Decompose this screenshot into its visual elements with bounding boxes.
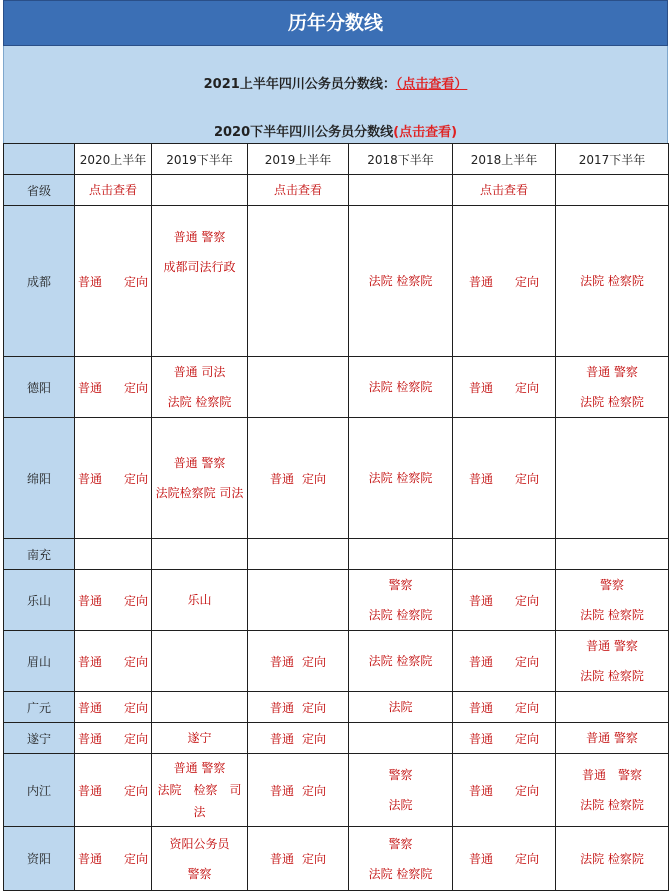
- score-link[interactable]: 普通 警察: [586, 639, 638, 653]
- column-header: 2020上半年: [75, 144, 152, 175]
- score-cell: [152, 692, 248, 723]
- score-link[interactable]: 定向: [302, 700, 327, 715]
- score-link[interactable]: 定向: [515, 380, 540, 395]
- table-row: [4, 570, 669, 631]
- score-link[interactable]: 法院: [388, 798, 413, 812]
- table-corner: [4, 144, 75, 175]
- score-cell: [453, 631, 556, 692]
- score-link[interactable]: 普通: [269, 852, 294, 866]
- score-cell: [453, 357, 556, 418]
- score-link[interactable]: 普通: [468, 731, 493, 746]
- score-link[interactable]: 普通 警察: [173, 456, 226, 470]
- score-cell: [248, 539, 349, 570]
- score-link[interactable]: 普通: [468, 783, 493, 798]
- score-cell: [248, 357, 349, 418]
- score-cell: [248, 570, 349, 631]
- score-cell: [453, 418, 556, 539]
- score-cell: [349, 570, 453, 631]
- score-cell: [349, 723, 453, 754]
- score-link[interactable]: 成都司法行政: [163, 260, 236, 274]
- score-link[interactable]: 定向: [124, 380, 149, 395]
- notice-2021-text: 2021上半年四川公务员分数线：: [203, 77, 396, 92]
- score-cell: [556, 723, 669, 754]
- score-cell: [152, 418, 248, 539]
- score-cell: [248, 418, 349, 539]
- table-row: [4, 723, 669, 754]
- score-link[interactable]: 普通: [77, 731, 102, 746]
- region-label: 南充: [4, 539, 75, 570]
- score-cell: [556, 827, 669, 891]
- score-cell: [248, 206, 349, 357]
- score-link[interactable]: 定向: [302, 731, 327, 746]
- score-link[interactable]: 定向: [302, 783, 327, 798]
- score-cell: [152, 723, 248, 754]
- score-link[interactable]: 定向: [302, 471, 327, 486]
- score-link[interactable]: 警察: [187, 866, 212, 881]
- score-cell: [75, 631, 152, 692]
- score-cell: [75, 175, 152, 206]
- page-title: 历年分数线: [3, 0, 668, 46]
- region-label: 乐山: [4, 570, 75, 631]
- region-label: 眉山: [4, 631, 75, 692]
- table-row: [4, 175, 669, 206]
- score-cell: [453, 692, 556, 723]
- score-link[interactable]: 警察: [599, 578, 624, 592]
- score-cell: [152, 631, 248, 692]
- score-cell: [75, 570, 152, 631]
- score-cell: [556, 754, 669, 827]
- score-cell: [75, 539, 152, 570]
- score-link[interactable]: 普通 警察: [586, 365, 638, 379]
- score-link[interactable]: 定向: [124, 700, 149, 715]
- column-header: 2017下半年: [556, 144, 669, 175]
- score-link[interactable]: 普通: [77, 380, 102, 395]
- score-cell: [75, 357, 152, 418]
- score-link[interactable]: 点击查看: [88, 183, 137, 197]
- region-label: 绵阳: [4, 418, 75, 539]
- score-link[interactable]: 定向: [124, 274, 149, 289]
- score-link[interactable]: 法院 检察院: [368, 274, 433, 288]
- score-link[interactable]: 定向: [515, 700, 540, 715]
- region-label: 遂宁: [4, 723, 75, 754]
- score-link[interactable]: 法院 检察院: [368, 380, 433, 394]
- score-cell: [75, 206, 152, 357]
- score-link[interactable]: 普通: [77, 783, 102, 798]
- score-link[interactable]: 法院 检察院: [580, 395, 644, 409]
- score-cell: [248, 827, 349, 891]
- table-row: [4, 631, 669, 692]
- region-label: 内江: [4, 754, 75, 827]
- score-link[interactable]: 定向: [515, 783, 540, 798]
- score-cell: [349, 539, 453, 570]
- score-link[interactable]: 普通: [77, 471, 102, 486]
- score-link[interactable]: 法院: [388, 700, 413, 714]
- score-link[interactable]: 警察: [388, 578, 413, 592]
- score-cell: [152, 539, 248, 570]
- score-cell: [556, 418, 669, 539]
- score-cell: [556, 206, 669, 357]
- score-cell: [152, 357, 248, 418]
- notice-line-2021: [4, 73, 667, 92]
- score-cell: [75, 827, 152, 891]
- score-cell: [453, 175, 556, 206]
- score-link[interactable]: 点击查看: [479, 183, 528, 197]
- score-link[interactable]: 普通: [269, 471, 294, 486]
- score-link[interactable]: 普通 警察: [581, 768, 642, 782]
- score-link[interactable]: 法院 检察院: [167, 395, 232, 409]
- score-cell: [453, 570, 556, 631]
- score-cell: [248, 723, 349, 754]
- score-link[interactable]: 定向: [515, 654, 540, 669]
- score-cell: [349, 754, 453, 827]
- score-cell: [349, 692, 453, 723]
- score-cell: [556, 631, 669, 692]
- score-cell: [556, 570, 669, 631]
- region-label: 成都: [4, 206, 75, 357]
- score-link[interactable]: 普通: [77, 700, 102, 715]
- score-link[interactable]: 法院 检察院: [368, 866, 433, 881]
- score-cell: [556, 692, 669, 723]
- table-header-row: [4, 144, 669, 175]
- score-link[interactable]: 定向: [124, 654, 149, 669]
- score-link[interactable]: 法院 检察院: [580, 274, 644, 288]
- region-label: 广元: [4, 692, 75, 723]
- score-cell: [349, 827, 453, 891]
- score-link[interactable]: 法院 检察院: [580, 851, 644, 866]
- score-cell: [556, 539, 669, 570]
- notice-2021-link[interactable]: （点击查看）: [395, 77, 468, 92]
- score-cell: [75, 418, 152, 539]
- score-cell: [556, 357, 669, 418]
- score-link[interactable]: 定向: [515, 731, 540, 746]
- score-link[interactable]: 定向: [124, 783, 149, 798]
- score-link[interactable]: 普通: [269, 731, 294, 746]
- notice-panel: [3, 46, 668, 143]
- column-header: 2019下半年: [152, 144, 248, 175]
- score-cell: [152, 754, 248, 827]
- score-link[interactable]: 普通 警察: [173, 230, 226, 244]
- score-page: [3, 0, 668, 891]
- score-cell: [75, 754, 152, 827]
- score-cell: [152, 827, 248, 891]
- score-link[interactable]: 定向: [515, 274, 540, 289]
- score-link[interactable]: 乐山: [187, 593, 212, 607]
- score-link[interactable]: 定向: [124, 593, 149, 608]
- score-cell: [248, 754, 349, 827]
- score-link[interactable]: 资阳公务员: [169, 836, 230, 851]
- score-link[interactable]: 普通: [468, 274, 493, 289]
- score-link[interactable]: 点击查看: [273, 183, 322, 197]
- score-cell: [453, 827, 556, 891]
- score-link[interactable]: 普通: [77, 593, 102, 608]
- column-header: 2019上半年: [248, 144, 349, 175]
- table-row: [4, 692, 669, 723]
- score-link[interactable]: 定向: [124, 471, 149, 486]
- score-link[interactable]: 普通: [269, 783, 294, 798]
- score-link[interactable]: 普通: [468, 471, 493, 486]
- notice-line-2020: [4, 121, 667, 140]
- score-cell: [349, 206, 453, 357]
- score-link[interactable]: 定向: [515, 852, 540, 866]
- score-link[interactable]: 遂宁: [187, 731, 212, 745]
- region-label: 资阳: [4, 827, 75, 891]
- table-row: [4, 418, 669, 539]
- score-link[interactable]: 普通: [77, 274, 102, 289]
- score-link[interactable]: 定向: [515, 471, 540, 486]
- score-link[interactable]: 法院检察院 司法: [155, 486, 244, 500]
- score-link[interactable]: 普通: [468, 593, 493, 608]
- notice-2020-link[interactable]: (点击查看): [393, 125, 458, 140]
- score-link[interactable]: 普通: [77, 654, 102, 669]
- score-link[interactable]: 普通: [468, 380, 493, 395]
- score-link[interactable]: 普通: [269, 700, 294, 715]
- score-link[interactable]: 普通: [269, 654, 294, 669]
- score-cell: [349, 418, 453, 539]
- score-link[interactable]: 普通 司法: [173, 365, 226, 379]
- score-cell: [248, 175, 349, 206]
- score-table: [3, 143, 669, 891]
- score-cell: [75, 723, 152, 754]
- score-link[interactable]: 法院 检察 司法: [157, 783, 242, 819]
- column-header: 2018下半年: [349, 144, 453, 175]
- score-cell: [152, 570, 248, 631]
- score-link[interactable]: 定向: [302, 654, 327, 669]
- score-cell: [453, 754, 556, 827]
- score-link[interactable]: 法院 检察院: [368, 471, 433, 485]
- score-link[interactable]: 警察: [388, 836, 413, 851]
- table-row: [4, 539, 669, 570]
- score-cell: [75, 692, 152, 723]
- score-cell: [453, 206, 556, 357]
- score-cell: [349, 357, 453, 418]
- score-cell: [248, 631, 349, 692]
- score-link[interactable]: 普通 警察: [173, 761, 226, 775]
- score-cell: [349, 175, 453, 206]
- score-link[interactable]: 定向: [515, 593, 540, 608]
- score-link[interactable]: 法院 检察院: [368, 654, 433, 668]
- table-row: [4, 827, 669, 891]
- score-cell: [453, 539, 556, 570]
- score-link[interactable]: 法院 检察院: [368, 608, 433, 622]
- score-link[interactable]: 警察: [388, 768, 413, 782]
- score-cell: [349, 631, 453, 692]
- region-label: 省级: [4, 175, 75, 206]
- score-link[interactable]: 法院 检察院: [580, 608, 644, 622]
- notice-2020-text: 2020下半年四川公务员分数线: [213, 125, 394, 140]
- column-header: 2018上半年: [453, 144, 556, 175]
- score-link[interactable]: 普通: [468, 700, 493, 715]
- score-cell: [556, 175, 669, 206]
- score-link[interactable]: 普通 警察: [586, 731, 638, 745]
- table-row: [4, 206, 669, 357]
- score-link[interactable]: 定向: [124, 852, 149, 866]
- score-link[interactable]: 普通: [77, 852, 102, 866]
- score-link[interactable]: 普通: [468, 654, 493, 669]
- score-link[interactable]: 普通: [468, 852, 493, 866]
- score-link[interactable]: 定向: [124, 731, 149, 746]
- score-cell: [453, 723, 556, 754]
- score-cell: [248, 692, 349, 723]
- score-cell: [152, 175, 248, 206]
- table-row: [4, 754, 669, 827]
- region-label: 德阳: [4, 357, 75, 418]
- table-row: [4, 357, 669, 418]
- score-link[interactable]: 法院 检察院: [580, 798, 644, 812]
- score-cell: [152, 206, 248, 357]
- score-link[interactable]: 定向: [302, 852, 327, 866]
- score-link[interactable]: 法院 检察院: [580, 669, 644, 683]
